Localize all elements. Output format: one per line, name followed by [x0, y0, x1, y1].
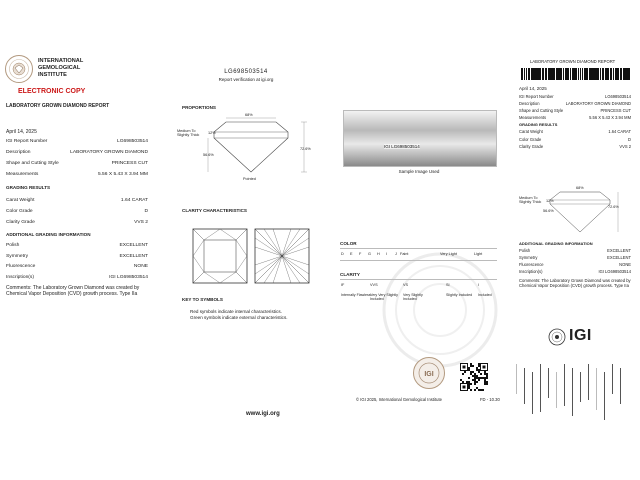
crown-plot-diagram: [192, 228, 248, 284]
vertical-microtext-line: [564, 364, 565, 406]
depth-percent: 72.6%: [300, 147, 311, 151]
info-row-value: 1.64 CARAT: [608, 129, 631, 134]
info-row-value: PRINCESS CUT: [600, 108, 631, 113]
vertical-info-block: [512, 360, 632, 422]
vertical-microtext-line: [524, 368, 525, 404]
info-row: [6, 264, 148, 269]
right-depth-percent: 72.6%: [608, 205, 619, 209]
info-row: [6, 243, 148, 248]
barcode-bar: [590, 68, 591, 80]
clarity-range-word: Slightly Included: [446, 293, 473, 297]
right-comments: Comments: The Laboratory Grown Diamond was created by Chemical Vapor Deposition (CVD) growth process. Type IIa: [519, 278, 631, 289]
grading-results-header: GRADING RESULTS: [6, 185, 51, 190]
sample-inscription-image: [343, 110, 497, 167]
info-row-value: 5.56 X 5.43 X 3.94 MM: [97, 172, 148, 177]
color-grade-letter: I: [386, 252, 388, 256]
color-range-word: Faint: [400, 252, 409, 256]
info-row-value: EXCELLENT: [607, 255, 631, 260]
info-row-label: Fluorescence: [519, 262, 544, 267]
info-row: [6, 275, 148, 280]
key-green-text: Green symbols indicate external characteristics.: [190, 315, 288, 320]
color-grade-letter: H: [377, 252, 380, 256]
vertical-microtext-line: [532, 372, 533, 414]
info-row-value: NONE: [133, 264, 148, 269]
info-row-value: 5.56 X 5.43 X 3.94 MM: [589, 115, 631, 120]
info-row-label: Shape and Cutting Style: [6, 161, 59, 166]
clarity-range-word: Internally Flawless: [341, 293, 371, 297]
right-crown-label: Medium To Slightly Thick: [519, 196, 542, 205]
copyright-seal-icon: [412, 356, 446, 390]
info-row-label: Symmetry: [519, 255, 538, 260]
clarity-grade-label: I: [478, 283, 480, 287]
info-row: [519, 262, 631, 267]
right-date: April 14, 2025: [519, 86, 547, 91]
info-row-value: LG698503514: [116, 139, 148, 144]
info-row-value: EXCELLENT: [119, 243, 148, 248]
info-row-label: Clarity Grade: [6, 220, 35, 225]
vertical-microtext-line: [540, 364, 541, 412]
key-red-text: Red symbols indicate internal characteristics.: [190, 309, 282, 314]
info-row: [519, 248, 631, 253]
info-row-label: IGI Report Number: [6, 139, 48, 144]
clarity-grade-label: IF: [341, 283, 345, 287]
center-report-number: LG698503514: [224, 69, 268, 75]
barcode-bar: [615, 68, 616, 80]
seal-igi-text: IGI: [424, 371, 434, 378]
barcode-bar: [629, 68, 630, 80]
vertical-microtext-line: [612, 364, 613, 394]
crown-thickness-label: Medium To Slightly Thick: [177, 129, 200, 138]
info-row-value: LABORATORY GROWN DIAMOND: [70, 150, 148, 155]
info-row: [6, 172, 148, 177]
vertical-microtext-line: [604, 372, 605, 420]
vertical-microtext-line: [548, 368, 549, 398]
info-row: [519, 101, 631, 106]
barcode-bar: [600, 68, 601, 80]
color-scale-line: [340, 248, 497, 249]
right-crown-percent: 12%: [546, 199, 554, 203]
info-row-value: D: [628, 136, 631, 142]
color-range-word: Very Light: [440, 252, 457, 256]
info-row: [6, 198, 148, 203]
info-row-label: Fluorescence: [6, 264, 36, 269]
info-row-label: Carat Weight: [6, 198, 35, 203]
info-row-value: D: [144, 209, 148, 214]
info-row-value: IGI LG698503514: [109, 274, 148, 280]
barcode-bar: [584, 68, 585, 80]
right-grading-results-header: GRADING RESULTS: [519, 122, 558, 127]
info-row: [519, 94, 631, 99]
info-row-label: Clarity Grade: [519, 144, 544, 149]
info-row-value: PRINCESS CUT: [111, 161, 148, 166]
info-row-label: Polish: [519, 248, 531, 253]
copyright-text: © IGI 2025, International Gemological Institute: [356, 397, 442, 402]
info-row-label: Measurements: [6, 172, 39, 177]
vertical-microtext-line: [572, 368, 573, 416]
clarity-scale-header: CLARITY: [340, 272, 360, 277]
clarity-scale-line: [340, 279, 497, 280]
clarity-range-word: Very Slightly Included: [403, 293, 423, 302]
proportions-header: PROPORTIONS: [182, 105, 216, 110]
barcode-bar: [611, 68, 612, 80]
key-to-symbols-header: KEY TO SYMBOLS: [182, 297, 223, 302]
info-row-label: Symmetry: [6, 253, 29, 259]
right-pavilion-percent: 56.6%: [543, 209, 554, 213]
right-proportions-diagram: [520, 180, 630, 240]
info-row: [6, 209, 148, 214]
info-row-label: Description: [6, 150, 31, 155]
info-row-label: Inscription(s): [519, 269, 543, 274]
info-row: [519, 129, 631, 134]
barcode-bar: [578, 68, 579, 80]
info-row: [6, 161, 148, 166]
barcode-bar: [539, 68, 540, 80]
comments-text: Comments: The Laboratory Grown Diamond was created by Chemical Vapor Deposition (CVD) growth process. Type IIa: [6, 285, 140, 298]
website-url: www.igi.org: [246, 411, 280, 417]
report-date: April 14, 2025: [6, 129, 37, 135]
barcode-bar: [534, 68, 535, 80]
watermark-seal-icon: [380, 250, 500, 370]
verification-text: Report verification at igi.org: [218, 77, 274, 82]
additional-grading-header: ADDITIONAL GRADING INFORMATION: [6, 232, 91, 237]
report-type-title: LABORATORY GROWN DIAMOND REPORT: [6, 103, 110, 109]
vertical-microtext-line: [596, 368, 597, 410]
barcode-bar: [552, 68, 553, 80]
institute-name-1: INTERNATIONAL: [38, 58, 84, 64]
clarity-grade-label: SI: [446, 283, 450, 287]
pavilion-percent: 56.6%: [203, 153, 214, 157]
institute-name-2: GEMOLOGICAL: [38, 65, 81, 71]
barcode-icon: [521, 68, 631, 80]
qr-code-icon[interactable]: [460, 363, 488, 391]
info-row: [519, 269, 631, 274]
right-report-type: LABORATORY GROWN DIAMOND REPORT: [530, 59, 616, 64]
vertical-microtext-line: [588, 364, 589, 400]
clarity-characteristics-header: CLARITY CHARACTERISTICS: [182, 208, 247, 213]
vertical-microtext-line: [516, 364, 517, 394]
info-row-label: IGI Report Number: [519, 94, 554, 99]
info-row: [519, 144, 631, 149]
info-row-label: Description: [519, 101, 540, 106]
info-row-label: Inscription(s): [6, 274, 34, 280]
color-grade-letter: D: [341, 252, 344, 256]
barcode-bar: [613, 68, 614, 80]
info-row-value: IGI LG698503514: [598, 269, 631, 274]
barcode-bar: [563, 68, 564, 80]
info-row: [6, 139, 148, 144]
pavilion-plot-diagram: [254, 228, 310, 284]
right-table-percent: 68%: [576, 186, 584, 190]
info-row-value: 1.64 CARAT: [120, 198, 148, 203]
info-row-label: Color Grade: [519, 136, 542, 142]
info-row: [6, 254, 148, 259]
info-row: [519, 255, 631, 260]
clarity-range-word: Very Very Slightly Included: [370, 293, 398, 302]
info-row-value: VVS 2: [619, 144, 631, 149]
color-grade-letter: G: [368, 252, 371, 256]
info-row: [519, 115, 631, 120]
info-row-value: LG698503514: [605, 94, 631, 99]
barcode-bar: [570, 68, 571, 80]
igi-logo-text: IGI: [569, 327, 592, 344]
info-row-value: LABORATORY GROWN DIAMOND: [565, 101, 631, 106]
color-scale-line-bottom: [340, 260, 497, 261]
crown-percent: 12%: [208, 131, 216, 135]
electronic-copy-label: ELECTRONIC COPY: [18, 88, 86, 95]
igi-seal-icon: [4, 54, 34, 84]
color-scale-header: COLOR: [340, 241, 357, 246]
info-row-value: EXCELLENT: [607, 248, 631, 253]
info-row-value: EXCELLENT: [119, 253, 148, 259]
info-row-label: Shape and Cutting Style: [519, 108, 564, 113]
barcode-bar: [617, 68, 618, 80]
vertical-microtext-line: [620, 368, 621, 404]
color-range-word: Light: [474, 252, 483, 256]
barcode-bar: [603, 68, 604, 80]
info-row: [519, 137, 631, 142]
info-row-value: VVS 2: [134, 220, 148, 225]
info-row: [6, 150, 148, 155]
color-grade-letter: F: [359, 252, 362, 256]
form-code: FD - 10.30: [480, 397, 500, 402]
clarity-grade-label: VVS: [370, 283, 378, 287]
institute-name-3: INSTITUTE: [38, 72, 67, 78]
barcode-bar: [529, 68, 530, 80]
info-row: [519, 108, 631, 113]
info-row: [6, 220, 148, 225]
info-row-label: Polish: [6, 243, 20, 248]
clarity-range-word: Included: [478, 293, 492, 297]
barcode-bar: [582, 68, 583, 80]
sample-image-caption: Sample Image Used: [398, 169, 440, 174]
info-row-label: Carat Weight: [519, 129, 543, 134]
culet-label: Pointed: [243, 177, 256, 181]
vertical-microtext-line: [580, 372, 581, 402]
color-grade-letter: J: [395, 252, 397, 256]
clarity-grade-label: VS: [403, 283, 409, 287]
right-additional-header: ADDITIONAL GRADING INFORMATION: [519, 241, 593, 246]
info-row-value: NONE: [619, 262, 631, 267]
info-row-label: Color Grade: [6, 209, 33, 214]
sample-inscription-text: IGI LG698503514: [384, 144, 420, 149]
info-row-label: Measurements: [519, 115, 547, 120]
igi-logo-icon: [548, 328, 566, 346]
table-percent: 68%: [245, 113, 253, 117]
color-grade-letter: E: [350, 252, 353, 256]
vertical-microtext-line: [556, 372, 557, 408]
